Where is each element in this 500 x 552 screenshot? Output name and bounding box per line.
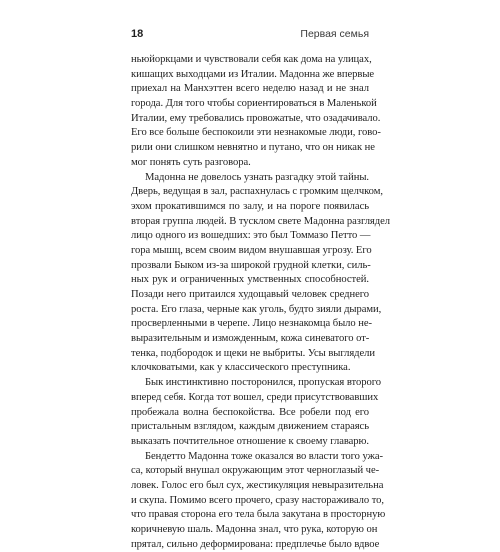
text-line: что правая сторона его тела была закутана в просторную (131, 509, 386, 521)
running-head: Первая семья (300, 28, 369, 40)
text-line: Дверь, ведущая в зал, распахнулась с громким щелчком, (131, 186, 383, 198)
text-line: кишащих выходцами из Италии. Мадонна же впервые (131, 68, 375, 80)
text-line: эхом прокатившимся по залу, и на пороге появилась (131, 200, 369, 212)
text-line: ных рук и ограниченных умственных способностей. (131, 274, 369, 286)
text-line: города. Для того чтобы сориентироваться в Маленькой (131, 98, 377, 110)
text-line: выразительным и изможденным, кожа синеватого от- (131, 333, 370, 345)
text-line: вторая группа людей. В тусклом свете Мадонна разглядел (131, 215, 390, 227)
text-line: са, который внушал окружающим этот черноглазый че- (131, 465, 380, 477)
text-line: рили они слишком невнятно и путано, что он никак не (131, 142, 375, 154)
text-line: тенка, подбородок и щеки не выбриты. Усы выглядели (131, 347, 376, 359)
text-line: пробежала волна беспокойства. Все робели под его (131, 406, 369, 418)
text-line: Мадонна не довелось узнать разгадку этой тайны. (145, 171, 369, 183)
text-line: Бендетто Мадонна тоже оказался во власти того ужа- (145, 450, 384, 462)
body-text (131, 53, 390, 552)
text-line: выказать почтительное отношение к своему главарю. (131, 435, 370, 447)
text-line: гора мышц, всем своим видом внушавшая угрозу. Его (131, 244, 372, 256)
text-line: Италии, ему требовались провожатые, что озадачивало. (131, 112, 381, 124)
text-line: лицо одного из вошедших: это был Томмазо Петто — (131, 230, 371, 242)
text-line: просверленными в черепе. Лицо незнакомца было не- (131, 318, 372, 330)
text-line: пристальным взглядом, каждым движением стараясь (131, 421, 369, 433)
text-line: Бык инстинктивно посторонился, пропуская второго (145, 377, 381, 389)
text-line: Позади него притаился худощавый человек среднего (131, 289, 369, 300)
text-line: и скупа. Помимо всего прочего, сразу настораживало то, (131, 494, 385, 506)
text-line: вперед себя. Когда тот вошел, среди присутствовавших (131, 391, 379, 403)
text-line: приехал на Манхэттен всего неделю назад и не знал (131, 83, 369, 95)
text-line: Его все больше беспокоили эти незнакомые люди, гово- (131, 127, 381, 139)
page-header (131, 28, 369, 44)
page-number: 18 (131, 28, 144, 40)
text-line: прятал, сильно деформирована: предплечье было вдвое (131, 538, 380, 550)
text-line: коричневую шаль. Мадонна знал, что рука, которую он (131, 524, 378, 535)
text-line: клочковатыми, как у классического преступника. (131, 362, 351, 374)
text-line: мог понять суть разговора. (131, 156, 251, 168)
text-line: ловек. Голос его был сух, жестикуляция невыразительна (131, 479, 384, 491)
text-line: прозвали Быком из-за широкой грудной клетки, силь- (131, 259, 371, 271)
text-line: роста. Его глаза, черные как уголь, будто зияли дырами, (131, 303, 382, 315)
text-line: ньюйоркцами и чувствовали себя как дома на улицах, (131, 54, 372, 65)
